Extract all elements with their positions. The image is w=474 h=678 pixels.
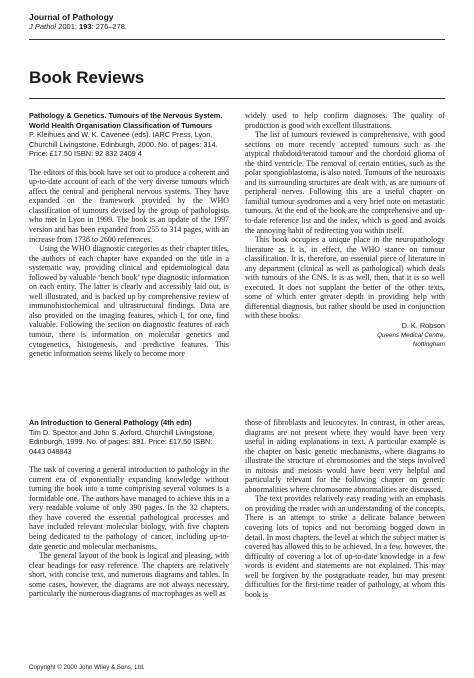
citation-volume: 193 — [79, 22, 92, 31]
review2-left-column — [29, 418, 229, 599]
review1-left-column — [29, 111, 229, 359]
journal-name: Journal of Pathology — [29, 12, 114, 22]
review1-signature — [245, 321, 445, 349]
citation-journal: J Pathol — [29, 22, 57, 31]
review1-paragraph: widely used to help confirm diagnoses. The quality of production is good with excellent illustrations. — [245, 111, 445, 130]
journal-citation — [29, 22, 127, 32]
page-title: Book Reviews — [29, 68, 145, 87]
citation-pages: : 276–278. — [91, 22, 128, 31]
review2-right-column — [245, 418, 445, 599]
copyright-footer: Copyright © 2000 John Wiley & Sons, Ltd. — [29, 664, 145, 671]
review1-meta: P. Kleihues and W. K. Cavenee (eds). IARC Press, Lyon, Churchill Livingstone, Edinburgh, 2000. No. of pages: 314. Price: £17.50 ISBN: 92 832 2409 4 — [29, 130, 218, 159]
review1-paragraph: This book occupies a unique place in the neuropathology literature as it is, in effect, the WHO stance on tumour classification. It is, therefore, an essential piece of literature in any department (clinical as well as pathological) which deals with tumours of the CNS. It is as well, then, that it is so well executed. It does not supplant the better of the other texts, some of which enter greater depth in providing help with differential diagnosis, but rather should be used in conjunction with these books. — [245, 235, 445, 321]
review2-paragraph: The task of covering a general introduction to pathology in the current era of exponentially expanding knowledge without turning the book into a tome comprising several volumes is a formidable one. The authors have managed to achieve this in a very readable volume of only 390 pages. In the 32 chapters, they have covered the essential pathological processes and have included relevant molecular biology, with five chapters being dedicated to the pathology of cancer, including up-to-date genetic and molecular mechanisms. — [29, 465, 229, 551]
reviewer-name: D. K. Robson — [401, 321, 445, 331]
journal-header — [29, 12, 127, 32]
review1-paragraph: The list of tumours reviewed is comprehensive, with good sections on more recently accepted tumours such as the atypical rhabdoid/teratoid tumour and the chordoid glioma of the third ventricle. The removal of certain entities, such as the polar spongioblastoma, is also noted. Tumours of the neuroaxis and its surrounding structures are dealt with, as are tumours of peripheral nerves. Following this are a useful chapter on familial tumour syndromes and a very brief note on metastatic tumours. At the end of the book are the comprehensive and up-to-date reference list and the index, which is good and avoids the annoying habit of redirecting you within itself. — [245, 130, 445, 235]
review2-paragraph: The text provides relatively easy reading with an emphasis on providing the reader with an understanding of the concepts. There is an attempt to strike a delicate balance between covering lots of topics and not becoming bogged down in detail. In most chapters, the level at which the subject matter is covered has allowed this to be achieved. In a few, however, the difficulty of covering a lot of up-to-date knowledge in a few words is evident and statements are not explained. This may well be forgiven by the postgraduate reader, but may present difficulties for the first-time reader of pathology, at whom this book is — [245, 494, 445, 599]
review2-meta: Tim D. Spector and John S. Axford. Churchill Livingstone, Edinburgh, 1999. No. of pages: 391. Price: £17.50 ISBN: 0443 048843 — [29, 427, 215, 456]
citation-year: 2001; — [56, 22, 80, 31]
review1-right-column — [245, 111, 445, 349]
header-rule — [29, 39, 445, 40]
reviewer-location: Nottingham — [412, 341, 445, 349]
heading-rule — [29, 98, 445, 99]
review1-paragraph: Using the WHO diagnostic categories as their chapter titles, the authors of each chapter have expanded on the title in a systematic way, providing clinical and epidemiological data followed by valuable ‘bench book’ type diagnostic information on each entity. The latter is clearly and accessibly laid out, is well illustrated, and is backed up by comprehensive review of immunohistochemical and ultrastructural findings. Data are also provided on the imaging features, which I, for one, find valuable. Following the section on diagnostic features of each tumour, there is information on molecular genetics and cytogenetics, histogenesis, and predictive features. This genetic information seems likely to become more — [29, 244, 229, 359]
review1-paragraph: The editors of this book have set out to produce a coherent and up-to-date account of each of the very diverse tumours which affect the central and peripheral nervous systems. They have expanded on the framework provided by the WHO classification of tumours devised by the group of pathologists who met in Lyon in 1999. The book is an update of the 1997 version and has been expanded from 255 to 314 pages, with an increase from 1738 to 2600 references. — [29, 167, 229, 244]
review2-paragraph: those of fibroblasts and leucocytes. In contrast, in other areas, diagrams are not present where they would have been very useful in aiding explanations in text. A particular example is the chapter on basic genetic mechanisms, where diagrams to illustrate the structure of chromosomes and the steps involved in mitosis and meiosis would have been very helpful and particularly relevant for the following chapter on genetic abnormalities where chromosome abnormalities are discussed. — [245, 418, 445, 494]
reviewer-affiliation: Queens Medical Centre, — [377, 332, 445, 340]
review2-title: An Introduction to General Pathology (4th edn) — [29, 418, 192, 427]
review2-paragraph: The general layout of the book is logical and pleasing, with clear headings for easy reference. The chapters are relatively short, with concise text, and numerous diagrams and tables. In some cases, however, the diagrams are not always necessary, particularly the numerous diagrams of macrophages as well as — [29, 551, 229, 599]
review1-title: Pathology & Genetics. Tumours of the Nervous System. World Health Organisation Classification of Tumours — [29, 111, 223, 130]
